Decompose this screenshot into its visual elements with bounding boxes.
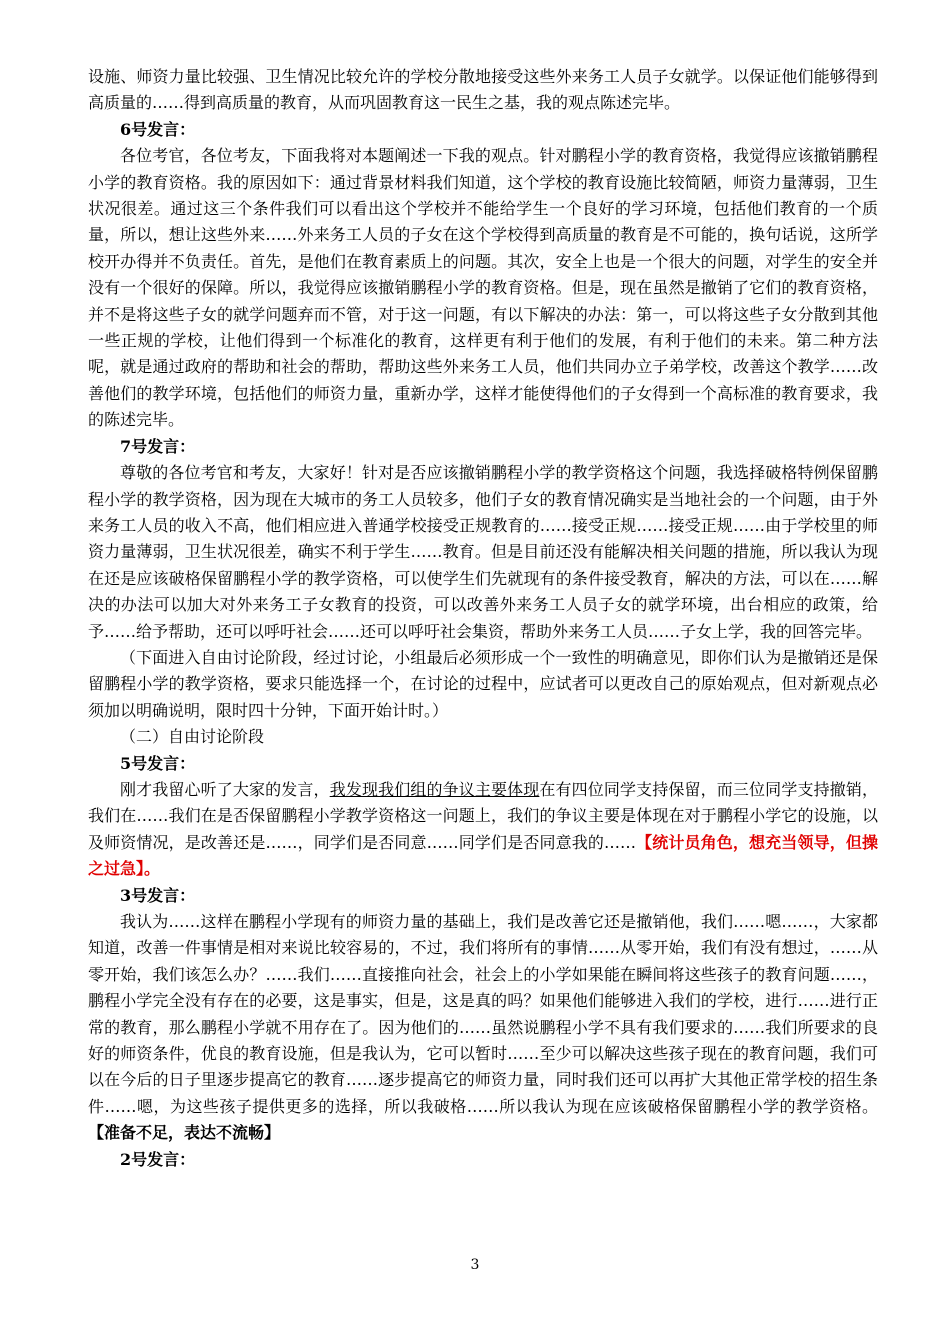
- speech-text: 在有四位同学支持保留，而三位同学支持撤销，我们在……我们在是否保留鹏程小学教学资格这一问题上，我们的争议主要是体现在对于鹏程小学它的设施，以及师资情况，是改善还是……，同学们是否同意……同学们是否同意我的……: [88, 779, 878, 852]
- document-body: [88, 64, 878, 1173]
- speaker-heading-6: 6号发言：: [120, 119, 196, 139]
- speech-paragraph-5: [88, 777, 878, 883]
- underlined-phrase: 我发现我们组的争议主要体现: [329, 779, 540, 799]
- paragraph-continuation: 设施、师资力量比较强、卫生情况比较允许的学校分散地接受这些外来务工人员子女就学。以保证他们能够得到高质量的……得到高质量的教育，从而巩固教育这一民生之基，我的观点陈述完毕。: [88, 67, 878, 113]
- section-title-free-discussion: （二）自由讨论阶段: [120, 727, 265, 747]
- speech-paragraph-6: 各位考官，各位考友，下面我将对本题阐述一下我的观点。针对鹏程小学的教育资格，我觉得应该撤销鹏程小学的教育资格。我的原因如下：通过背景材料我们知道，这个学校的教育设施比较简陋，师资力量薄弱，卫生状况很差。通过这三个条件我们可以看出这个学校并不能给学生一个良好的学习环境，包括他们教育的一个质量，所以，想让这些外来……外来务工人员的子女在这个学校得到高质量的教育是不可能的，换句话说，这所学校开办得并不负责任。首先，是他们在教育素质上的问题。其次，安全上也是一个很大的问题，对学生的安全并没有一个很好的保障。所以，我觉得应该撤销鹏程小学的教育资格。但是，现在虽然是撤销了它们的教育资格，并不是将这些子女的就学问题弃而不管，对于这一问题，有以下解决的办法：第一，可以将这些子女分散到其他一些正规的学校，让他们得到一个标准化的教育，这样更有利于他们的发展，有利于他们的未来。第二种方法呢，就是通过政府的帮助和社会的帮助，帮助这些外来务工人员，他们共同办立子弟学校，改善这个教学……改善他们的教学环境，包括他们的师资力量，重新办学，这样才能使得他们的子女得到一个高标准的教育要求，我的陈述完毕。: [88, 146, 878, 430]
- page-number: 3: [470, 1257, 480, 1273]
- speech-text: 我认为……这样在鹏程小学现有的师资力量的基础上，我们是改善它还是撤销他，我们……嗯……，大家都知道，改善一件事情是相对来说比较容易的，不过，我们将所有的事情……从零开始，我们有没有想过，……从零开始，我们该怎么办？……我们……直接推向社会，社会上的小学如果能在瞬间将这些孩子的教育问题……，鹏程小学完全没有存在的必要，这是事实，但是，这是真的吗？如果他们能够进入我们的学校，进行……进行正常的教育，那么鹏程小学就不用存在了。因为他们的……虽然说鹏程小学不具有我们要求的……我们所要求的良好的师资条件，优良的教育设施，但是我认为，它可以暂时……至少可以解决这些孩子现在的教育问题，我们可以在今后的日子里逐步提高它的教育……逐步提高它的师资力量，同时我们还可以再扩大其他正常学校的招生条件……嗯，为这些孩子提供更多的选择，所以我破格……所以我认为现在应该破格保留鹏程小学的教学资格。: [88, 912, 878, 1116]
- speaker-heading-3: 3号发言：: [120, 885, 196, 905]
- speaker-heading-2: 2号发言：: [120, 1149, 196, 1169]
- speaker-heading-7: 7号发言：: [120, 436, 196, 456]
- speaker-heading-5: 5号发言：: [120, 753, 196, 773]
- moderator-instruction: （下面进入自由讨论阶段，经过讨论，小组最后必须形成一个一致性的明确意见，即你们认为是撤销还是保留鹏程小学的教学资格，要求只能选择一个，在讨论的过程中，应试者可以更改自己的原始观点，但对新观点必须加以明确说明，限时四十分钟，下面开始计时。）: [88, 647, 878, 720]
- evaluator-comment: 【统计员角色，想充当领导，但操之过急】。: [88, 832, 878, 879]
- speech-text: 刚才我留心听了大家的发言，: [120, 779, 330, 799]
- evaluator-comment: 【准备不足，表达不流畅】: [88, 1123, 281, 1143]
- speech-paragraph-7: 尊敬的各位考官和考友，大家好！针对是否应该撤销鹏程小学的教学资格这个问题，我选择破格特例保留鹏程小学的教学资格，因为现在大城市的务工人员较多，他们子女的教育情况确实是当地社会的一个问题，由于外来务工人员的收入不高，他们相应进入普通学校接受正规教育的……接受正规……接受正规……由于学校里的师资力量薄弱，卫生状况很差，确实不利于学生……教育。但是目前还没有能解决相关问题的措施，所以我认为现在还是应该破格保留鹏程小学的教学资格，可以使学生们先就现有的条件接受教育，解决的方法，可以在……解决的办法可以加大对外来务工子女教育的投资，可以改善外来务工人员子女的就学环境，出台相应的政策，给予……给予帮助，还可以呼吁社会……还可以呼吁社会集资，帮助外来务工人员……子女上学，我的回答完毕。: [88, 463, 878, 641]
- speech-paragraph-3: [88, 909, 878, 1147]
